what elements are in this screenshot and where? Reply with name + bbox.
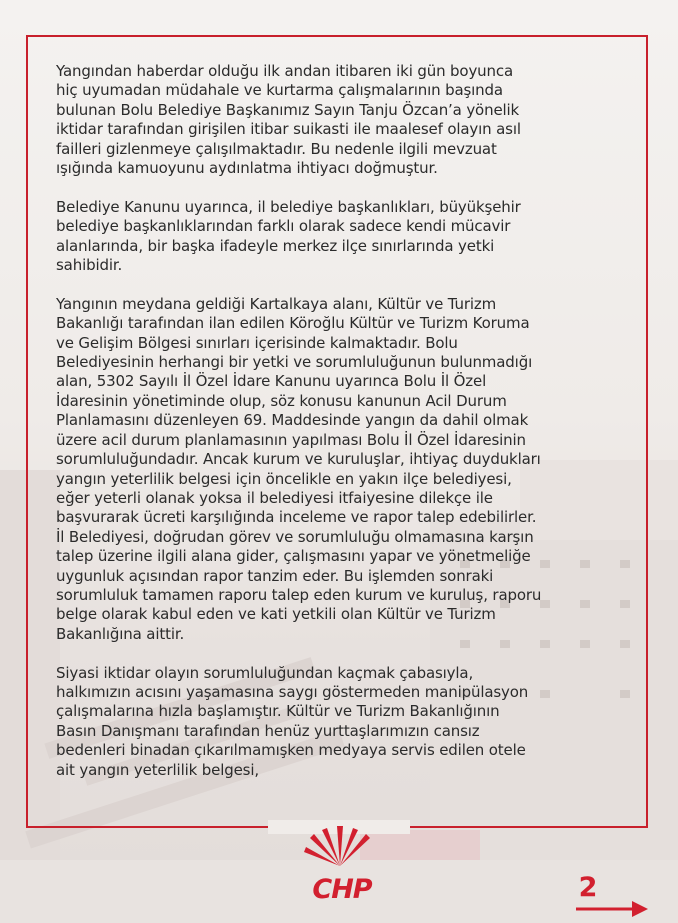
statement-text: [56, 62, 616, 799]
chp-logo-text: CHP: [312, 874, 372, 905]
paragraph-4: Siyasi iktidar olayın sorumluluğundan kaçmak çabasıyla, halkımızın acısını yaşamasına saygı göstermeden manipülasyon çalışmalarına hızla başlamıştır. Kültür ve Turizm Bakanlığının Basın Danışmanı tarafından henüz yurttaşlarımızın cansız bedenleri binadan çıkarılmamışken medyaya servis edilen otele ait yangın yeterlilik belgesi,: [56, 663, 529, 779]
paragraph-1: Yangından haberdar olduğu ilk andan itibaren iki gün boyunca hiç uyumadan müdahale ve kurtarma çalışmalarının başında bulunan Bolu Belediye Başkanımız Sayın Tanju Özcan’a yönelik iktidar tarafından girişilen itibar suikasti ile maalesef olayın asıl failleri gizlenmeye çalışılmaktadır. Bu nedenle ilgili mevzuat ışığında kamuoyunu aydınlatma ihtiyacı doğmuştur.: [56, 62, 521, 178]
page-number: 2: [578, 872, 598, 903]
arrow-right-icon[interactable]: [576, 896, 656, 922]
paragraph-3: Yangının meydana geldiği Kartalkaya alanı, Kültür ve Turizm Bakanlığı tarafından ilan edilen Köroğlu Kültür ve Turizm Koruma ve Gelişim Bölgesi sınırları içerisinde kalmaktadır. Bolu Belediyesinin herhangi bir yetki ve sorumluluğunun bulunmadığı alan, 5302 Sayılı İl Özel İdare Kanunu uyarınca Bolu İl Özel İdaresinin yönetiminde olup, söz konusu kanunun Acil Durum Planlamasını düzenleyen 69. Maddesinde yangın da dahil olmak üzere acil durum planlamasının yapılması Bolu İl Özel İdaresinin sorumluluğundadır. Ancak kurum ve kuruluşlar, ihtiyaç duydukları yangın yeterlilik belgesi için öncelikle en yakın ilçe belediyesi, eğer yeterli olanak yoksa il belediyesi itfaiyesine dilekçe ile başvurarak ücreti karşılığında inceleme ve rapor talep edebilirler. İl Belediyesi, doğrudan görev ve sorumluluğu olmamasına karşın talep üzerine ilgili alana gider, çalışmasını yapar ve yönetmeliğe uygunluk açısından rapor tanzim eder. Bu işlemden sonraki sorumluluk tamamen raporu talep eden kurum ve kuruluş, raporu belge olarak kabul eden ve kati yetkili olan Kültür ve Turizm Bakanlığına aittir.: [56, 294, 542, 643]
paragraph-2: Belediye Kanunu uyarınca, il belediye başkanlıkları, büyükşehir belediye başkanlıklarından farklı olarak sadece kendi mücavir alanlarında, bir başka ifadeyle merkez ilçe sınırlarında yetki sahibidir.: [56, 197, 521, 275]
